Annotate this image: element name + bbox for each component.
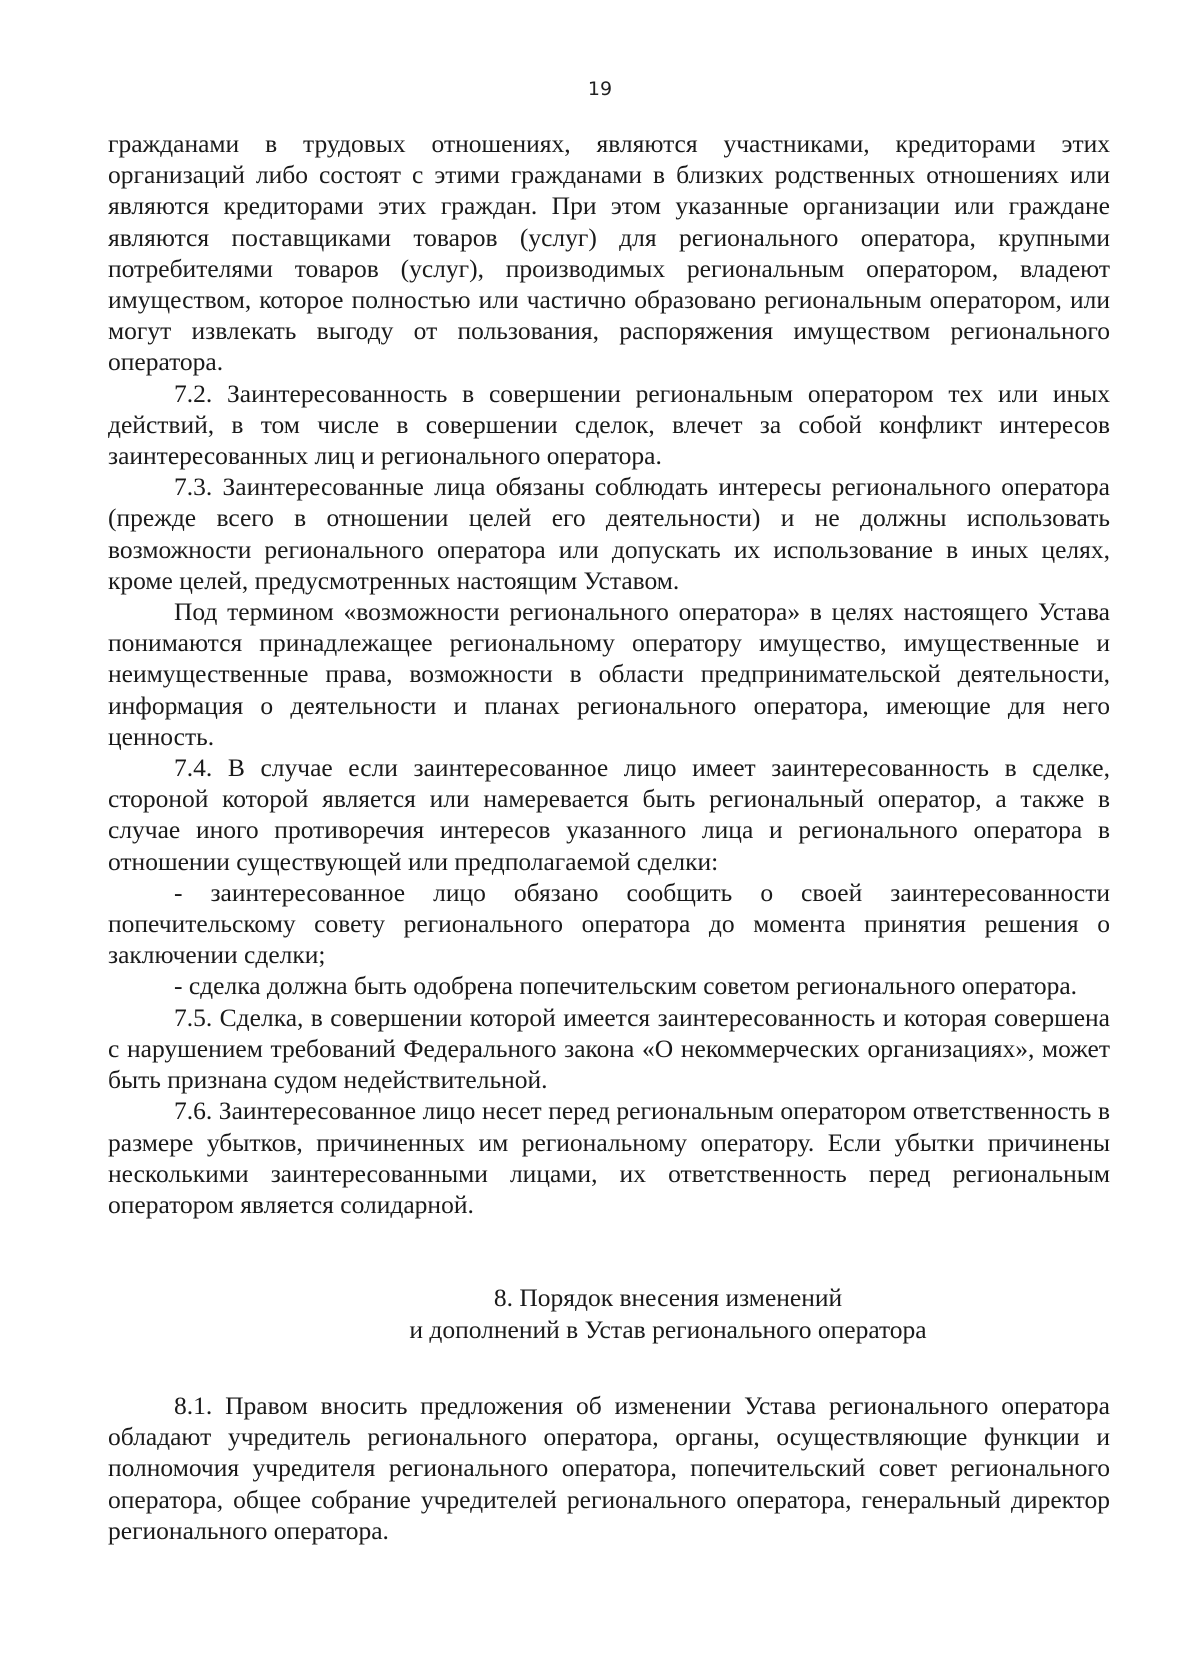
section-heading <box>108 1282 1200 1346</box>
section-text <box>108 1390 1110 1546</box>
paragraph-term-definition: Под термином «возможности регионального оператора» в целях настоящего Устава понимаются принадлежащее региональному оператору имущество, имущественные и неимущественные права, возможности в области предпринимательской деятельности, информация о деятельности и планах регионального оператора, имеющие для него ценность. <box>108 597 1110 751</box>
paragraph-8-1: 8.1. Правом вносить предложения об изменении Устава регионального оператора обладают учредитель регионального оператора, органы, осуществляющие функции и полномочия учредителя регионального оператора, попечительский совет регионального оператора, общее собрание учредителей регионального оператора, генеральный директор регионального оператора. <box>108 1391 1110 1545</box>
body-text <box>108 128 1110 1220</box>
section-heading-line1: 8. Порядок внесения изменений <box>493 1283 843 1312</box>
section-heading-line2: и дополнений в Устав регионального оператора <box>409 1315 927 1344</box>
list-item-approval: - сделка должна быть одобрена попечительским советом регионального оператора. <box>174 971 1078 1001</box>
paragraph-continuation: гражданами в трудовых отношениях, являются участниками, кредиторами этих организаций либо состоят с этими гражданами в близких родственных отношениях или являются кредиторами этих граждан. При этом указанные организации или граждане являются поставщиками товаров (услуг) для регионального оператора, крупными потребителями товаров (услуг), производимых региональным оператором, владеют имуществом, которое полностью или частично образовано региональным оператором, или могут извлекать выгоду от пользования, распоряжения имуществом регионального оператора. <box>108 129 1110 377</box>
paragraph-7-3: 7.3. Заинтересованные лица обязаны соблюдать интересы регионального оператора (прежде всего в отношении целей его деятельности) и не должны использовать возможности регионального оператора или допускать их использование в иных целях, кроме целей, предусмотренных настоящим Уставом. <box>108 472 1110 595</box>
list-item-disclose: - заинтересованное лицо обязано сообщить о своей заинтересованности попечительскому совету регионального оператора до момента принятия решения о заключении сделки; <box>108 877 1110 970</box>
paragraph-7-2: 7.2. Заинтересованность в совершении региональным оператором тех или иных действий, в том числе в совершении сделок, влечет за собой конфликт интересов заинтересованных лиц и регионального оператора. <box>108 378 1110 471</box>
page-number: 19 <box>587 78 613 100</box>
paragraph-7-5: 7.5. Сделка, в совершении которой имеется заинтересованность и которая совершена с нарушением требований Федерального закона «О некоммерческих организациях», может быть признана судом недействительной. <box>108 1002 1110 1095</box>
paragraph-7-6: 7.6. Заинтересованное лицо несет перед региональным оператором ответственность в размере убытков, причиненных им региональному оператору. Если убытки причинены несколькими заинтересованными лицами, их ответственность перед региональным оператором является солидарной. <box>108 1096 1110 1219</box>
paragraph-7-4: 7.4. В случае если заинтересованное лицо имеет заинтересованность в сделке, стороной которой является или намеревается быть региональный оператор, а также в случае иного противоречия интересов указанного лица и регионального оператора в отношении существующей или предполагаемой сделки: <box>108 753 1110 876</box>
